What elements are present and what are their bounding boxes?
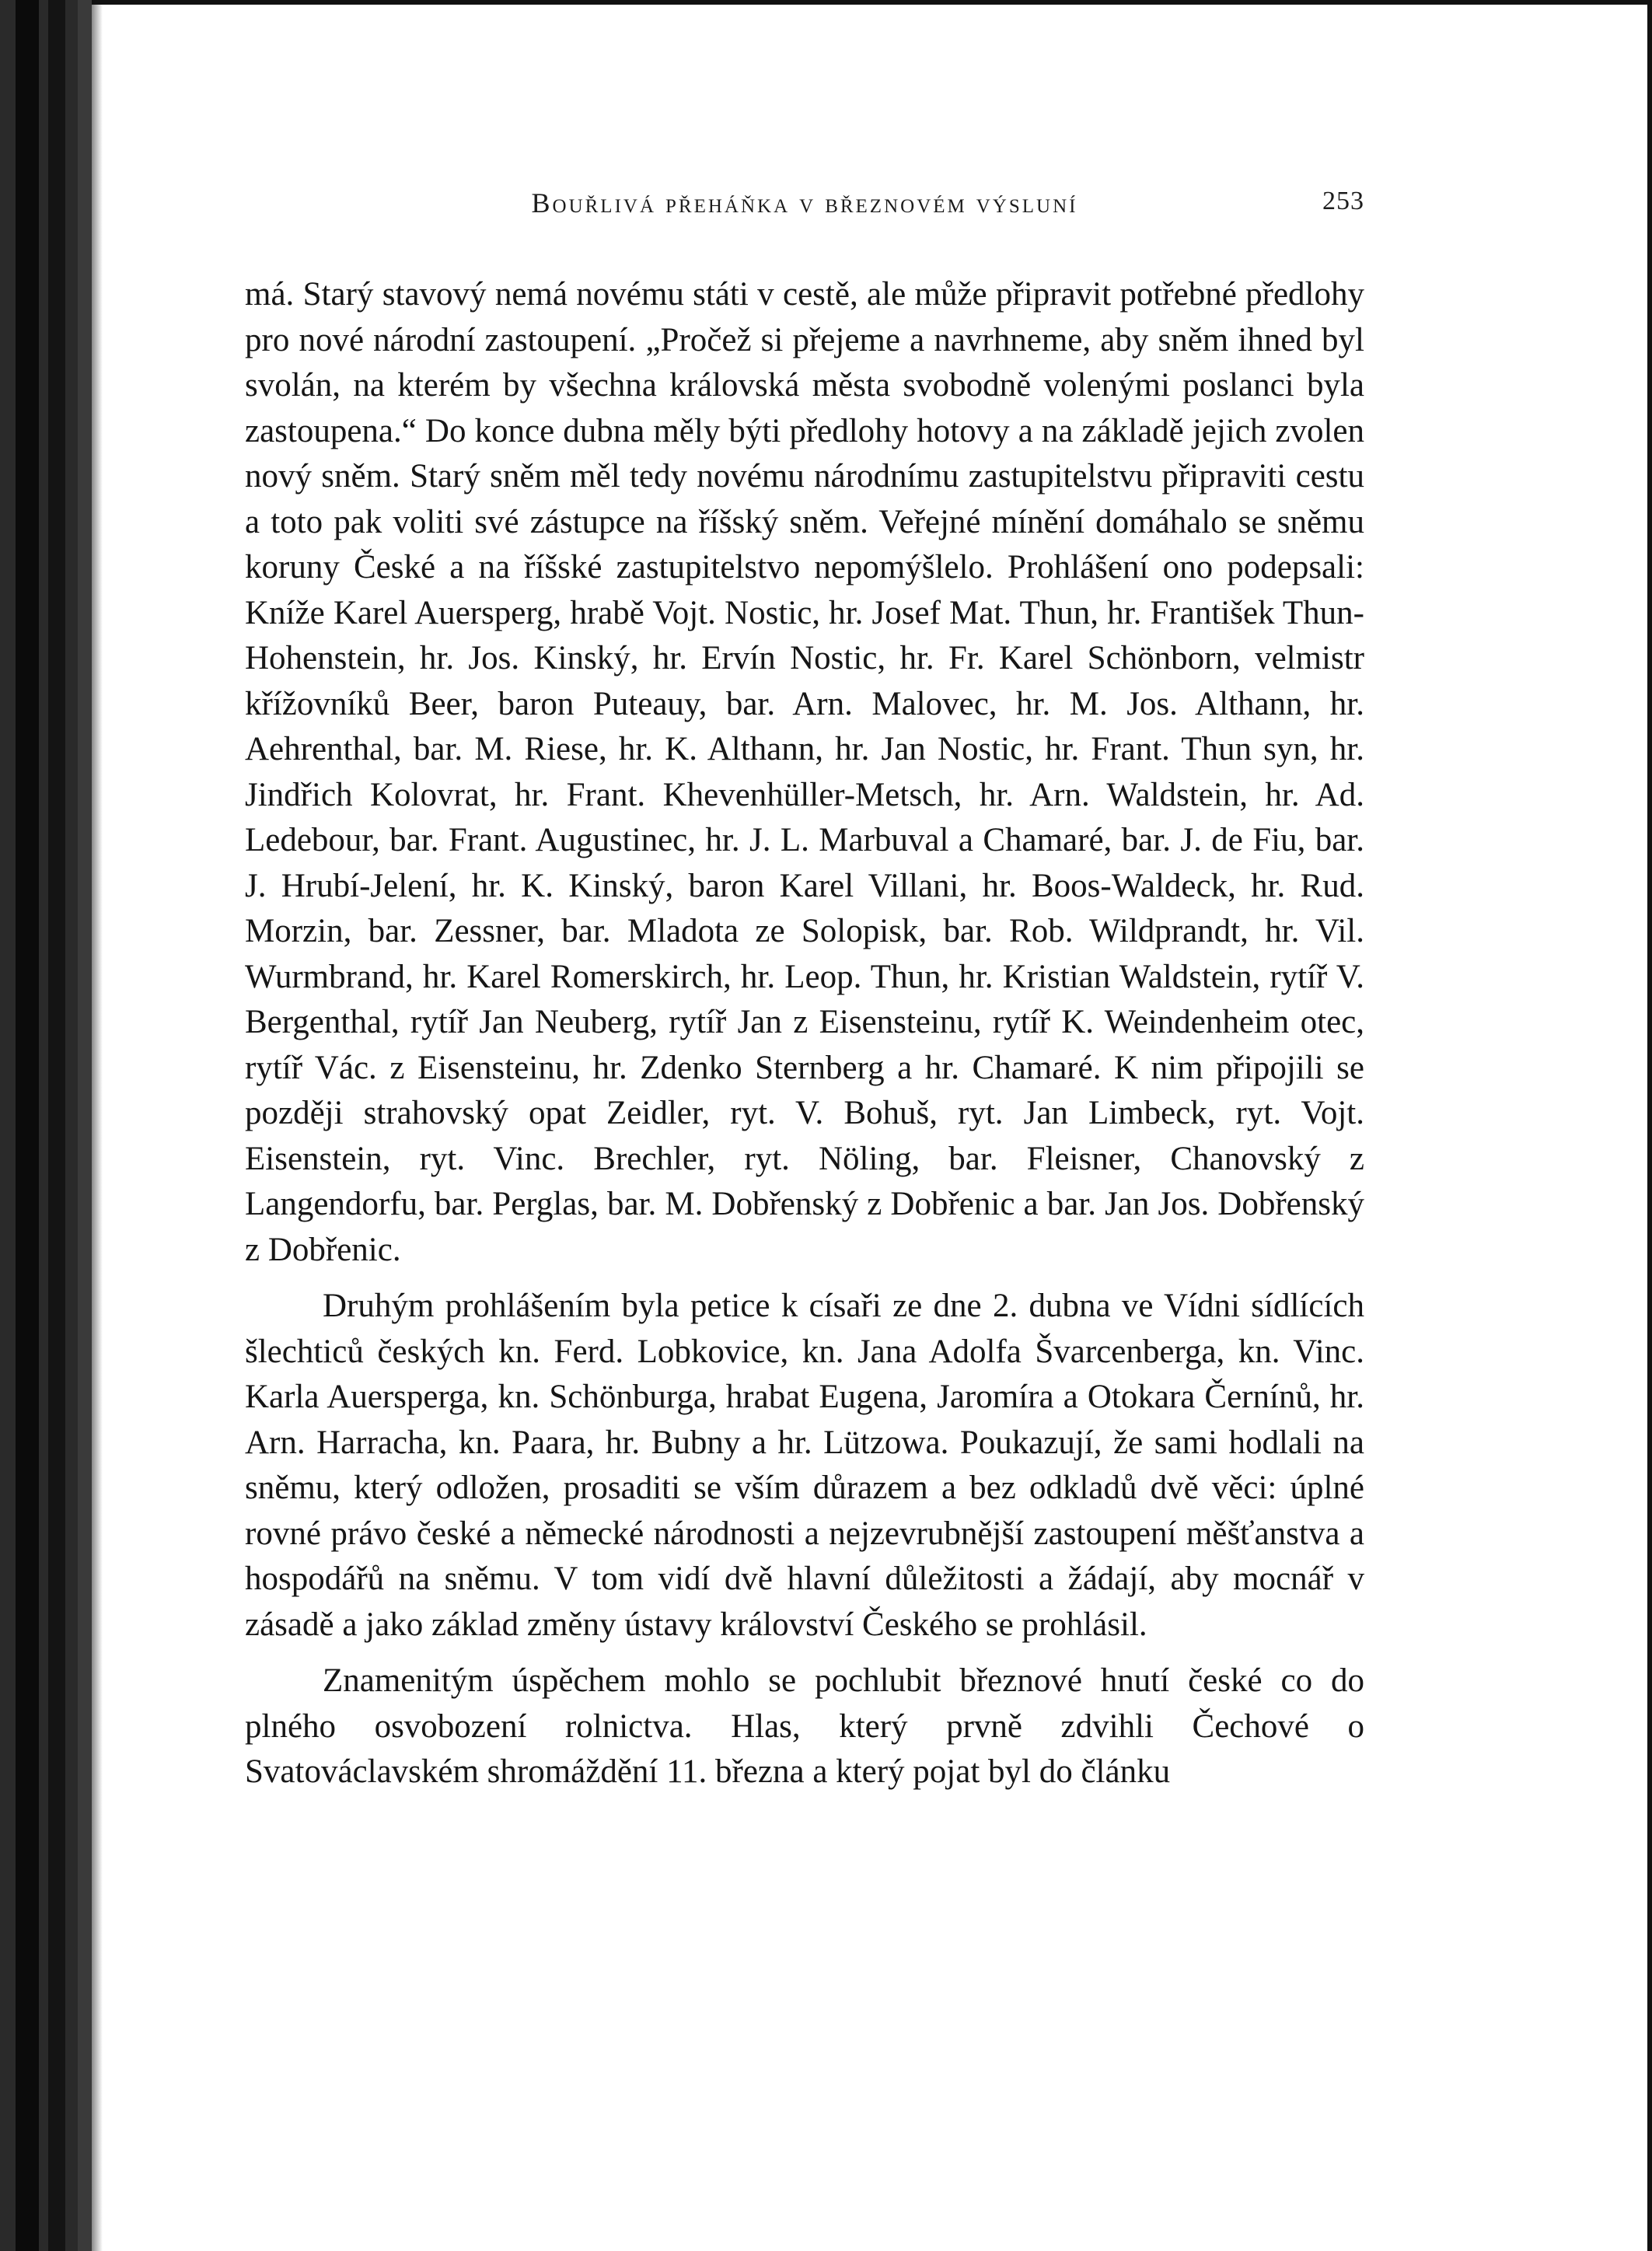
page-number: 253 xyxy=(1322,187,1364,215)
spine-shadow-stripe xyxy=(16,0,39,2251)
paragraph: má. Starý stavový nemá novému státi v cestě, ale může připravit potřebné předlohy pro nové národní zastoupení. „Pročež si přejeme a navrhneme, aby sněm ihned byl svolán, na kterém by všechna královská města svobodně volenými poslanci byla zastoupena.“ Do konce dubna měly býti předlohy hotovy a na základě jejich zvolen nový sněm. Starý sněm měl tedy novému národnímu zastupitelstvu připraviti cestu a toto pak voliti své zástupce na říšský sněm. Veřejné mínění domáhalo se sněmu koruny České a na říšské zastupitelstvo nepomýšlelo. Prohlášení ono podepsali: Kníže Karel Auersperg, hrabě Vojt. Nostic, hr. Josef Mat. Thun, hr. František Thun-Hohenstein, hr. Jos. Kinský, hr. Ervín Nostic, hr. Fr. Karel Schönborn, velmistr křížovníků Beer, baron Puteauy, bar. Arn. Malovec, hr. M. Jos. Althann, hr. Aehrenthal, bar. M. Riese, hr. K. Althann, hr. Jan Nostic, hr. Frant. Thun syn, hr. Jindřich Kolovrat, hr. Frant. Khevenhüller-Metsch, hr. Arn. Waldstein, hr. Ad. Ledebour, bar. Frant. Augustinec, hr. J. L. Marbuval a Chamaré, bar. J. de Fiu, bar. J. Hrubí-Jelení, hr. K. Kinský, baron Karel Villani, hr. Boos-Waldeck, hr. Rud. Morzin, bar. Zessner, bar. Mladota ze Solopisk, bar. Rob. Wildprandt, hr. Vil. Wurmbrand, hr. Karel Romerskirch, hr. Leop. Thun, hr. Kristian Waldstein, rytíř V. Bergenthal, rytíř Jan Neuberg, rytíř Jan z Eisensteinu, rytíř K. Weindenheim otec, rytíř Vác. z Eisensteinu, hr. Zdenko Sternberg a hr. Chamaré. K nim připojili se později strahovský opat Zeidler, ryt. V. Bohuš, ryt. Jan Limbeck, ryt. Vojt. Eisenstein, ryt. Vinc. Brechler, ryt. Nöling, bar. Fleisner, Chanovský z Langendorfu, bar. Perglas, bar. M. Dobřenský z Dobřenic a bar. Jan Jos. Dobřenský z Dobřenic. xyxy=(245,276,1364,1268)
spine-shadow-stripe xyxy=(78,0,92,2251)
running-header xyxy=(245,187,1364,225)
spine-shadow-stripe xyxy=(48,0,65,2251)
scan-top-border xyxy=(92,0,1652,5)
book-spine-edge xyxy=(0,0,92,2251)
running-title: Bouřlivá přeháňka v březnovém výsluní xyxy=(531,187,1078,218)
gutter-shadow xyxy=(92,0,103,2251)
scan-right-border xyxy=(1647,0,1652,2251)
paragraph: Znamenitým úspěchem mohlo se pochlubit březnové hnutí české co do plného osvobození rolnictva. Hlas, který prvně zdvihli Čechové o Svatováclavském shromáždění 11. března a který pojat byl do článku xyxy=(245,1662,1364,1790)
body-text xyxy=(245,272,1364,1795)
paragraph: Druhým prohlášením byla petice k císaři ze dne 2. dubna ve Vídni sídlících šlechticů českých kn. Ferd. Lobkovice, kn. Jana Adolfa Švarcenberga, kn. Vinc. Karla Auersperga, kn. Schönburga, hrabat Eugena, Jaromíra a Otokara Černínů, hr. Arn. Harracha, kn. Paara, hr. Bubny a hr. Lützowa. Poukazují, že sami hodlali na sněmu, který odložen, prosaditi se vším důrazem a bez odkladů dvě věci: úplné rovné právo české a německé národnosti a nejzevrubnější zastoupení měšťanstva a hospodářů na sněmu. V tom vidí dvě hlavní důležitosti a žádají, aby mocnář v zásadě a jako základ změny ústavy království Českého se prohlásil. xyxy=(245,1288,1364,1643)
